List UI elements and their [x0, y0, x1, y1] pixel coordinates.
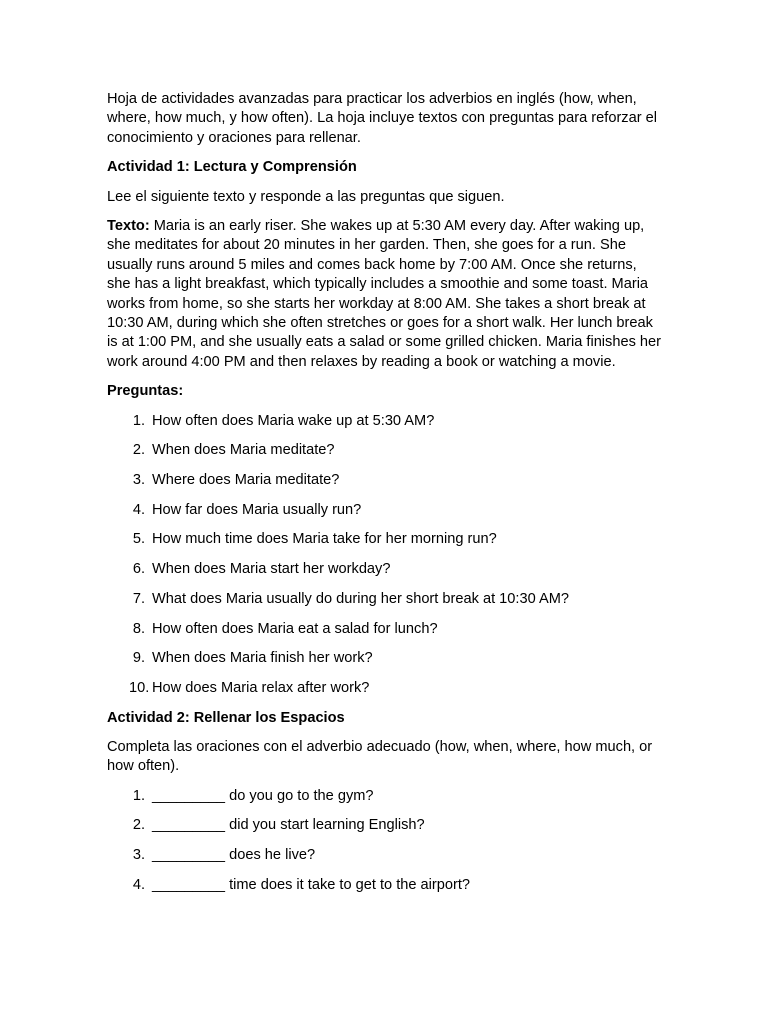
activity2-instruction: Completa las oraciones con el adverbio adecuado (how, when, where, how much, or how often). — [107, 738, 653, 775]
question-text: How often does Maria wake up at 5:30 AM? — [152, 412, 435, 429]
list-item — [107, 846, 664, 865]
question-text: How does Maria relax after work? — [152, 679, 370, 696]
sentence-text: _________ does he live? — [152, 847, 316, 864]
list-number: 2. — [132, 442, 145, 459]
sentence-text: _________ time does it take to get to the airport? — [152, 876, 471, 893]
questions-list — [107, 412, 664, 699]
question-text: When does Maria start her workday? — [152, 561, 391, 578]
activity2-heading: Actividad 2: Rellenar los Espacios — [107, 709, 345, 726]
list-item — [107, 560, 664, 579]
list-item — [107, 649, 664, 668]
sentences-list — [107, 787, 664, 895]
list-number: 3. — [132, 472, 145, 489]
question-text: How much time does Maria take for her morning run? — [152, 531, 497, 548]
questions-label: Preguntas: — [107, 383, 184, 400]
question-text: What does Maria usually do during her short break at 10:30 AM? — [152, 590, 569, 607]
list-item — [107, 816, 664, 835]
list-item — [107, 679, 664, 698]
question-text: How far does Maria usually run? — [152, 501, 362, 518]
question-text: Where does Maria meditate? — [152, 472, 340, 489]
list-number: 7. — [132, 590, 145, 607]
list-item — [107, 590, 664, 609]
list-number: 9. — [132, 650, 145, 667]
list-item — [107, 441, 664, 460]
question-text: How often does Maria eat a salad for lunch? — [152, 620, 438, 637]
list-item — [107, 530, 664, 549]
activity1-heading: Actividad 1: Lectura y Comprensión — [107, 159, 357, 176]
list-item — [107, 471, 664, 490]
list-number: 1. — [132, 787, 145, 804]
list-number: 6. — [132, 561, 145, 578]
list-number: 4. — [132, 501, 145, 518]
list-item — [107, 501, 664, 520]
sentence-text: _________ do you go to the gym? — [152, 787, 374, 804]
activity1-instruction: Lee el siguiente texto y responde a las preguntas que siguen. — [107, 188, 505, 205]
list-item — [107, 620, 664, 639]
list-number: 5. — [132, 531, 145, 548]
list-number: 4. — [132, 876, 145, 893]
list-number: 1. — [132, 412, 145, 429]
question-text: When does Maria finish her work? — [152, 650, 373, 667]
list-number: 2. — [132, 817, 145, 834]
question-text: When does Maria meditate? — [152, 442, 335, 459]
list-number: 8. — [132, 620, 145, 637]
list-number: 10. — [129, 679, 150, 696]
sentence-text: _________ did you start learning English? — [152, 817, 425, 834]
list-item — [107, 876, 664, 895]
list-item — [107, 787, 664, 806]
reading-text — [107, 217, 664, 372]
texto-label: Texto: — [107, 218, 150, 235]
list-number: 3. — [132, 847, 145, 864]
intro-paragraph: Hoja de actividades avanzadas para practicar los adverbios en inglés (how, when, where, how much, y how often). La hoja incluye textos con preguntas para reforzar el conocimiento y oraciones para rellenar. — [107, 91, 657, 146]
texto-body: Maria is an early riser. She wakes up at 5:30 AM every day. After waking up, she meditates for about 20 minutes in her garden. Then, she goes for a run. She usually runs around 5 miles and comes back home by 7:00 AM. Once she returns, she has a light breakfast, which typically includes a smoothie and some toast. Maria works from home, so she starts her workday at 8:00 AM. She takes a short break at 10:30 AM, during which she often stretches or goes for a short walk. Her lunch break is at 1:00 PM, and she usually eats a salad or some grilled chicken. Maria finishes her work around 4:00 PM and then relaxes by reading a book or watching a movie. — [107, 218, 662, 370]
list-item — [107, 412, 664, 431]
